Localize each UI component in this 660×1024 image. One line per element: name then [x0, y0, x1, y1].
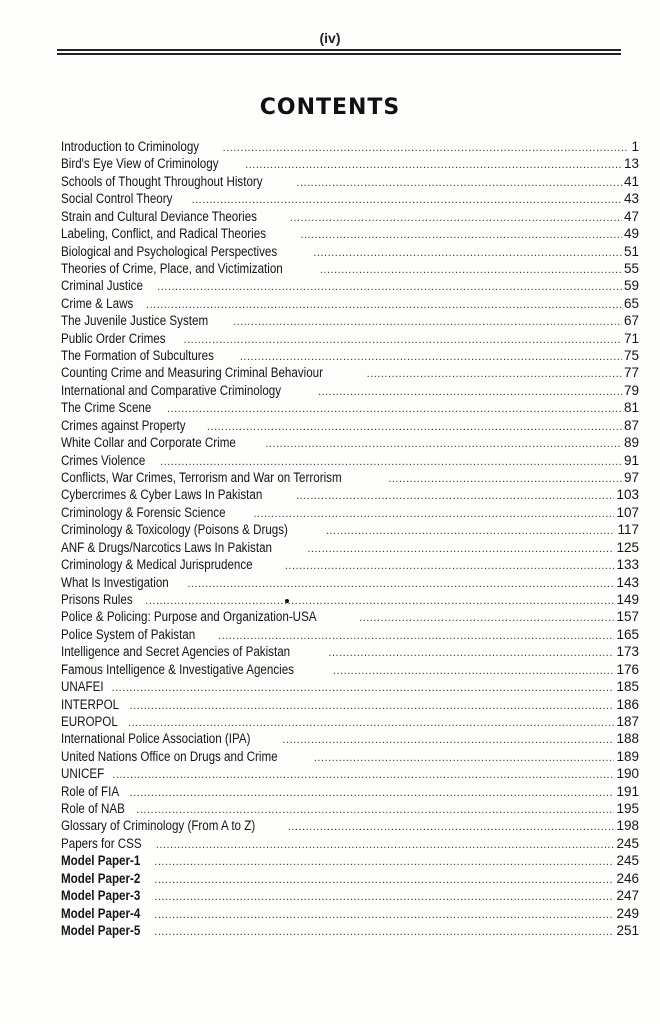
toc-entry-title: Biological and Psychological Perspectives	[61, 243, 278, 259]
toc-dot-leader	[314, 750, 615, 767]
toc-entry-title: Police & Policing: Purpose and Organization-USA	[61, 609, 317, 625]
toc-entry	[61, 556, 639, 573]
toc-entry	[61, 260, 639, 277]
page-title: CONTENTS	[259, 95, 401, 120]
toc-entry-page: 81	[623, 400, 639, 416]
toc-entry	[61, 469, 639, 486]
toc-entry	[61, 574, 639, 591]
toc-entry	[61, 208, 639, 225]
toc-entry	[61, 835, 639, 852]
toc-entry-page: 246	[616, 870, 639, 886]
toc-entry-title: Crime & Laws	[61, 295, 134, 311]
toc-entry	[61, 295, 639, 312]
toc-entry-title: Crimes Violence	[61, 452, 146, 468]
toc-entry-title: Model Paper-1	[61, 853, 141, 869]
toc-entry-title: The Formation of Subcultures	[61, 348, 214, 364]
toc-dot-leader	[253, 506, 614, 523]
toc-entry-page: 1	[631, 139, 639, 154]
toc-dot-leader	[167, 401, 622, 418]
toc-entry	[61, 783, 639, 800]
toc-entry	[61, 905, 639, 922]
toc-entry-page: 49	[623, 226, 639, 242]
toc-entry-title: UNAFEI	[61, 679, 104, 695]
toc-dot-leader	[154, 924, 614, 941]
toc-entry-page: 133	[616, 557, 639, 573]
toc-entry	[61, 243, 639, 260]
toc-entry	[61, 225, 639, 242]
toc-entry	[61, 730, 639, 747]
toc-entry-title: What Is Investigation	[61, 574, 169, 590]
page-number: (iv)	[319, 30, 341, 46]
toc-entry-page: 13	[623, 156, 639, 172]
toc-entry-page: 245	[616, 835, 639, 851]
toc-entry-title: United Nations Office on Drugs and Crime	[61, 748, 278, 764]
toc-entry-page: 191	[616, 783, 639, 799]
toc-entry-title: Model Paper-5	[61, 922, 141, 938]
toc-entry-title: Cybercrimes & Cyber Laws In Pakistan	[61, 487, 263, 503]
toc-entry	[61, 452, 639, 469]
toc-entry-page: 251	[616, 922, 639, 938]
toc-entry-title: International and Comparative Criminology	[61, 382, 282, 398]
toc-entry-title: Criminology & Toxicology (Poisons & Drugs)	[61, 522, 288, 538]
toc-entry-title: Intelligence and Secret Agencies of Pakistan	[61, 644, 291, 660]
toc-dot-leader	[326, 523, 616, 540]
toc-entry-page: 71	[623, 330, 639, 346]
toc-entry-page: 143	[616, 574, 639, 590]
toc-entry-page: 188	[616, 731, 639, 747]
toc-entry-page: 59	[623, 278, 639, 294]
toc-dot-leader	[130, 698, 615, 715]
toc-entry-page: 157	[616, 609, 639, 625]
toc-entry-page: 47	[623, 208, 639, 224]
toc-entry-page: 187	[616, 713, 639, 729]
toc-entry-page: 97	[623, 470, 639, 486]
toc-dot-leader	[313, 245, 622, 262]
toc-entry	[61, 312, 639, 329]
toc-entry-title: Model Paper-3	[61, 888, 141, 904]
toc-entry-title: Role of NAB	[61, 801, 125, 817]
toc-entry	[61, 800, 639, 817]
toc-entry-title: EUROPOL	[61, 713, 118, 729]
toc-entry	[61, 417, 639, 434]
toc-entry-page: 117	[617, 522, 639, 538]
toc-entry-title: Prisons Rules	[61, 591, 133, 607]
toc-entry-page: 176	[616, 661, 639, 677]
toc-entry-title: Counting Crime and Measuring Criminal Behaviour	[61, 365, 323, 381]
toc-dot-leader	[156, 837, 615, 854]
toc-dot-leader	[359, 610, 614, 627]
toc-entry-title: Model Paper-4	[61, 905, 141, 921]
toc-entry-page: 77	[623, 365, 639, 381]
toc-entry-page: 149	[616, 591, 639, 607]
toc-entry-title: Papers for CSS	[61, 835, 142, 851]
toc-entry-title: INTERPOL	[61, 696, 120, 712]
toc-dot-leader	[328, 645, 614, 662]
toc-entry-page: 89	[623, 435, 639, 451]
toc-entry-title: Crimes against Property	[61, 417, 186, 433]
toc-dot-leader	[245, 157, 622, 174]
toc-entry	[61, 608, 639, 625]
toc-entry-title: Theories of Crime, Place, and Victimization	[61, 260, 283, 276]
toc-dot-leader	[282, 732, 614, 749]
toc-entry-page: 189	[616, 748, 639, 764]
toc-entry-title: ANF & Drugs/Narcotics Laws In Pakistan	[61, 539, 272, 555]
ink-speck	[285, 599, 289, 603]
toc-dot-leader	[146, 297, 622, 314]
toc-entry	[61, 330, 639, 347]
toc-entry-page: 65	[623, 295, 639, 311]
toc-dot-leader	[296, 175, 622, 192]
toc-entry	[61, 817, 639, 834]
toc-dot-leader	[320, 262, 622, 279]
toc-entry	[61, 887, 639, 904]
toc-dot-leader	[300, 227, 622, 244]
toc-entry-page: 195	[616, 801, 639, 817]
toc-entry	[61, 190, 639, 207]
toc-entry	[61, 870, 639, 887]
toc-entry-title: The Crime Scene	[61, 400, 152, 416]
toc-entry-title: Glossary of Criminology (From A to Z)	[61, 818, 256, 834]
toc-entry	[61, 626, 639, 643]
toc-entry-title: White Collar and Corporate Crime	[61, 435, 236, 451]
toc-entry	[61, 539, 639, 556]
toc-entry	[61, 661, 639, 678]
toc-entry-title: Strain and Cultural Deviance Theories	[61, 208, 257, 224]
toc-entry	[61, 173, 639, 190]
toc-entry	[61, 591, 639, 608]
toc-entry-page: 125	[616, 539, 639, 555]
toc-dot-leader	[184, 332, 622, 349]
toc-entry	[61, 521, 639, 538]
toc-dot-leader	[388, 471, 622, 488]
toc-entry-title: Model Paper-2	[61, 870, 141, 886]
toc-entry-page: 173	[616, 644, 639, 660]
toc-entry	[61, 713, 639, 730]
toc-entry-page: 103	[616, 487, 639, 503]
toc-entry-title: The Juvenile Justice System	[61, 313, 209, 329]
toc-dot-leader	[154, 854, 614, 871]
toc-entry	[61, 765, 639, 782]
toc-entry-title: Role of FIA	[61, 783, 120, 799]
table-of-contents	[61, 138, 639, 939]
toc-dot-leader	[307, 541, 614, 558]
toc-dot-leader	[112, 680, 615, 697]
toc-dot-leader	[318, 384, 622, 401]
toc-dot-leader	[285, 558, 615, 575]
toc-entry-page: 91	[623, 452, 639, 468]
toc-entry-page: 51	[623, 243, 639, 259]
toc-dot-leader	[333, 663, 615, 680]
toc-dot-leader	[296, 488, 614, 505]
header-rule-bottom	[57, 53, 621, 55]
toc-dot-leader	[223, 140, 630, 157]
toc-entry-title: Labeling, Conflict, and Radical Theories	[61, 226, 267, 242]
toc-entry-page: 186	[616, 696, 639, 712]
toc-entry-page: 165	[616, 626, 639, 642]
toc-entry-title: Schools of Thought Throughout History	[61, 173, 263, 189]
toc-entry	[61, 138, 639, 155]
toc-entry-title: UNICEF	[61, 766, 105, 782]
toc-entry-title: Famous Intelligence & Investigative Agencies	[61, 661, 294, 677]
toc-entry	[61, 643, 639, 660]
toc-entry-title: Bird's Eye View of Criminology	[61, 156, 219, 172]
toc-dot-leader	[233, 314, 622, 331]
toc-dot-leader	[157, 279, 622, 296]
toc-entry	[61, 852, 639, 869]
toc-entry-page: 198	[616, 818, 639, 834]
toc-entry	[61, 399, 639, 416]
toc-entry-page: 43	[623, 191, 639, 207]
toc-entry-title: Criminology & Forensic Science	[61, 504, 226, 520]
toc-entry-page: 87	[623, 417, 639, 433]
toc-entry-page: 247	[616, 888, 639, 904]
toc-entry-title: International Police Association (IPA)	[61, 731, 251, 747]
toc-entry-page: 245	[616, 853, 639, 869]
toc-entry	[61, 486, 639, 503]
toc-entry-page: 67	[623, 313, 639, 329]
toc-dot-leader	[207, 419, 622, 436]
toc-entry-page: 75	[623, 348, 639, 364]
toc-entry-page: 185	[616, 679, 639, 695]
toc-entry-title: Criminology & Medical Jurisprudence	[61, 557, 253, 573]
header-rule-top	[57, 49, 621, 51]
toc-dot-leader	[154, 872, 614, 889]
toc-dot-leader	[265, 436, 622, 453]
toc-entry	[61, 696, 639, 713]
toc-entry	[61, 364, 639, 381]
toc-entry-title: Introduction to Criminology	[61, 139, 200, 154]
toc-entry-page: 249	[616, 905, 639, 921]
toc-dot-leader	[288, 819, 615, 836]
toc-dot-leader	[187, 576, 614, 593]
toc-dot-leader	[130, 785, 615, 802]
toc-entry	[61, 748, 639, 765]
toc-entry-title: Police System of Pakistan	[61, 626, 196, 642]
toc-entry-title: Social Control Theory	[61, 191, 173, 207]
toc-entry	[61, 504, 639, 521]
toc-dot-leader	[154, 907, 614, 924]
toc-entry-title: Criminal Justice	[61, 278, 143, 294]
toc-dot-leader	[290, 210, 622, 227]
toc-entry-title: Conflicts, War Crimes, Terrorism and War on Terrorism	[61, 470, 342, 486]
toc-entry	[61, 678, 639, 695]
toc-entry-page: 190	[616, 766, 639, 782]
toc-entry	[61, 922, 639, 939]
toc-dot-leader	[154, 889, 614, 906]
toc-entry-page: 41	[623, 173, 639, 189]
toc-entry-page: 55	[623, 260, 639, 276]
toc-entry	[61, 155, 639, 172]
toc-entry	[61, 434, 639, 451]
toc-entry	[61, 382, 639, 399]
toc-dot-leader	[367, 366, 622, 383]
toc-entry-page: 107	[616, 504, 639, 520]
toc-entry-page: 79	[623, 382, 639, 398]
toc-entry-title: Public Order Crimes	[61, 330, 166, 346]
toc-entry	[61, 347, 639, 364]
toc-entry	[61, 277, 639, 294]
toc-dot-leader	[112, 767, 614, 784]
